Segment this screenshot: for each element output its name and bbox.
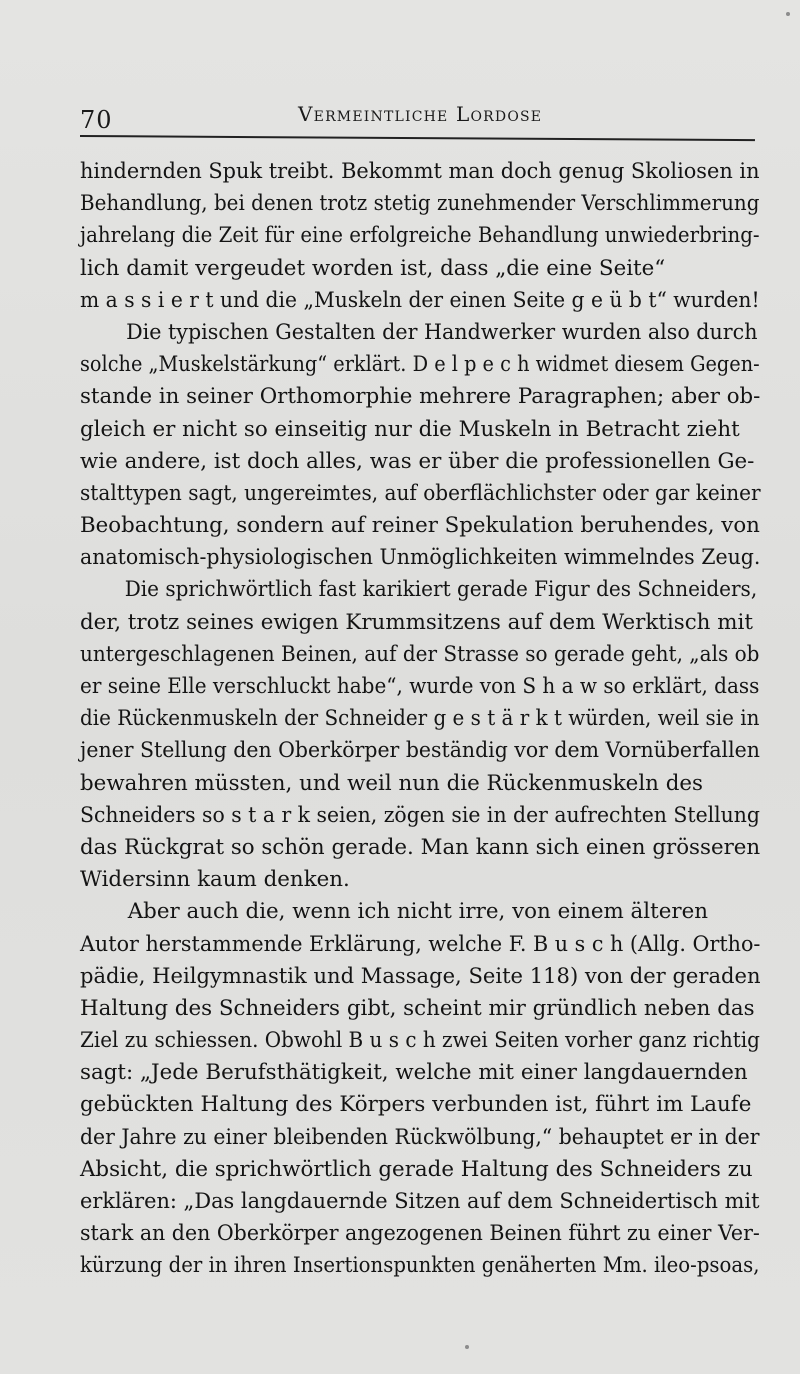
- text-line: anatomisch-physiologischen Unmöglichkeiten wimmelndes Zeug.: [80, 545, 761, 571]
- text-line: Absicht, die sprichwörtlich gerade Haltung des Schneiders zu: [80, 1156, 753, 1182]
- text-line: Haltung des Schneiders gibt, scheint mir gründlich neben das: [80, 995, 755, 1021]
- text-line: gebückten Haltung des Körpers verbunden ist, führt im Laufe: [80, 1092, 752, 1118]
- text-line: sagt: „Jede Berufsthätigkeit, welche mit einer langdauernden: [80, 1060, 748, 1086]
- text-line: Aber auch die, wenn ich nicht irre, von einem älteren: [127, 899, 708, 925]
- text-line: Widersinn kaum denken.: [80, 867, 350, 893]
- text-line: m a s s i e r t und die „Muskeln der einen Seite g e ü b t“ wurden!: [80, 287, 760, 313]
- text-line: stande in seiner Orthomorphie mehrere Paragraphen; aber ob-: [80, 384, 761, 410]
- text-line: kürzung der in ihren Insertionspunkten genäherten Mm. ileo-psoas,: [80, 1253, 760, 1279]
- text-line: Schneiders so s t a r k seien, zögen sie in der aufrechten Stellung: [80, 802, 760, 828]
- body-text: [80, 156, 764, 1283]
- text-line: lich damit vergeudet worden ist, dass „die eine Seite“: [80, 255, 666, 281]
- text-line: Behandlung, bei denen trotz stetig zunehmender Verschlimmerung: [80, 191, 760, 217]
- text-line: stark an den Oberkörper angezogenen Beinen führt zu einer Ver-: [80, 1221, 760, 1247]
- paper-spot: [465, 1345, 469, 1349]
- text-line: Beobachtung, sondern auf reiner Spekulation beruhendes, von: [80, 513, 760, 539]
- text-line: gleich er nicht so einseitig nur die Muskeln in Betracht zieht: [80, 416, 740, 442]
- text-line: jahrelang die Zeit für eine erfolgreiche Behandlung unwiederbring-: [80, 223, 760, 249]
- text-line: die Rückenmuskeln der Schneider g e s t ä r k t würden, weil sie in: [80, 706, 760, 732]
- text-line: bewahren müssten, und weil nun die Rückenmuskeln des: [80, 770, 704, 796]
- text-line: er seine Elle verschluckt habe“, wurde von S h a w so erklärt, dass: [80, 674, 760, 699]
- text-line: stalttypen sagt, ungereimtes, auf oberflächlichster oder gar keiner: [80, 480, 761, 506]
- text-line: untergeschlagenen Beinen, auf der Strasse so gerade geht, „als ob: [80, 641, 760, 667]
- text-line: Autor herstammende Erklärung, welche F. B u s c h (Allg. Ortho-: [80, 931, 761, 957]
- text-line: solche „Muskelstärkung“ erklärt. D e l p e c h widmet diesem Gegen-: [80, 352, 760, 378]
- text-line: Ziel zu schiessen. Obwohl B u s c h zwei Seiten vorher ganz richtig: [80, 1028, 760, 1054]
- text-line: Die sprichwörtlich fast karikiert gerade Figur des Schneiders,: [124, 577, 758, 603]
- text-line: das Rückgrat so schön gerade. Man kann sich einen grösseren: [80, 834, 761, 860]
- text-line: wie andere, ist doch alles, was er über die professionellen Ge-: [80, 448, 755, 474]
- text-line: erklären: „Das langdauernde Sitzen auf dem Schneidertisch mit: [80, 1189, 760, 1214]
- text-line: der Jahre zu einer bleibenden Rückwölbung,“ behauptet er in der: [80, 1124, 760, 1150]
- text-line: jener Stellung den Oberkörper beständig vor dem Vornüberfallen: [80, 738, 760, 764]
- running-title: Vermeintliche Lordose: [298, 102, 543, 126]
- page-header: [80, 96, 760, 136]
- text-line: Die typischen Gestalten der Handwerker wurden also durch: [126, 319, 758, 345]
- page-number: 70: [80, 106, 113, 134]
- text-line: der, trotz seines ewigen Krummsitzens auf dem Werktisch mit: [80, 609, 753, 635]
- text-line: pädie, Heilgymnastik und Massage, Seite 118) von der geraden: [80, 963, 761, 989]
- paper-spot: [786, 12, 790, 16]
- text-line: hindernden Spuk treibt. Bekommt man doch genug Skoliosen in: [80, 159, 760, 184]
